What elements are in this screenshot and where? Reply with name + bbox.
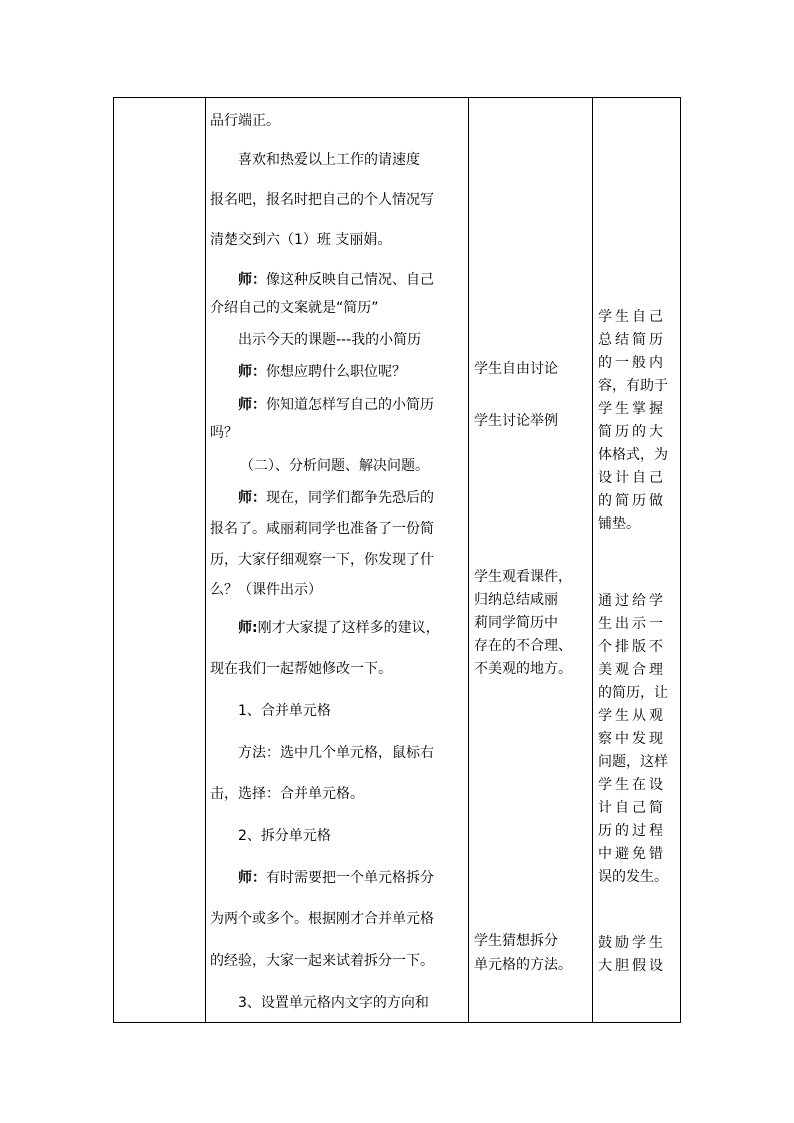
intent-line: 历的过程	[598, 823, 666, 839]
design-intent-column	[598, 97, 678, 1023]
intent-line: 鼓励学生	[598, 935, 666, 951]
teacher-line-text: 像这种反映自己情况、自己	[266, 272, 434, 288]
intent-line: 简历的大	[598, 424, 666, 440]
table-divider-3	[592, 97, 593, 1023]
intent-line: 误的发生。	[598, 869, 668, 885]
intent-line: 的简历，让	[598, 685, 668, 701]
intent-line: 学生从观	[598, 708, 666, 724]
intent-line: 美观合理	[598, 662, 666, 678]
intent-line: 生出示一	[598, 616, 666, 632]
intent-line: 总结简历	[598, 332, 666, 348]
intent-line: 个排版不	[598, 639, 666, 655]
teacher-line: 方法：选中几个单元格，鼠标右	[238, 745, 434, 761]
teacher-line	[238, 270, 492, 290]
student-line: 学生猜想拆分	[474, 933, 558, 949]
intent-line: 学生在设	[598, 777, 666, 793]
student-line: 学生自由讨论	[474, 361, 558, 377]
intent-line: 通过给学	[598, 593, 666, 609]
teacher-line	[238, 868, 492, 888]
intent-line: 问题，这样	[598, 754, 668, 770]
table-right-border	[680, 97, 681, 1023]
teacher-line: 击，选择：合并单元格。	[210, 786, 364, 802]
teacher-line: 喜欢和热爱以上工作的请速度	[238, 152, 420, 168]
teacher-line: 1、合并单元格	[238, 703, 331, 719]
teacher-line: 介绍自己的文案就是“简历”	[210, 300, 379, 316]
teacher-line	[238, 488, 492, 508]
teacher-label: 师:	[238, 620, 258, 636]
intent-line: 的一般内	[598, 355, 666, 371]
student-line: 不美观的地方。	[474, 661, 572, 677]
teacher-line-text: 刚才大家提了这样多的建议，	[257, 620, 440, 636]
teacher-line	[238, 618, 492, 638]
intent-line: 学生掌握	[598, 401, 666, 417]
teacher-label: 师：	[238, 397, 266, 413]
teacher-line: 品行端正。	[210, 113, 280, 129]
student-line: 归纳总结咸丽	[474, 592, 558, 608]
teacher-line: 出示今天的课题---我的小简历	[238, 332, 422, 348]
intent-line: 容，有助于	[598, 378, 668, 394]
intent-line: 察中发现	[598, 731, 666, 747]
student-line: 莉同学简历中	[474, 615, 558, 631]
teacher-line: 的经验，大家一起来试着拆分一下。	[210, 953, 434, 969]
teacher-line: （二）、分析问题、解决问题。	[240, 458, 429, 474]
intent-line: 中避免错	[598, 846, 666, 862]
student-line: 存在的不合理、	[474, 638, 572, 654]
teacher-label: 师：	[238, 272, 266, 288]
intent-line: 计自己简	[598, 800, 666, 816]
teacher-line	[238, 395, 492, 415]
teacher-line: 历，大家仔细观察一下，你发现了什	[210, 552, 434, 568]
teacher-line: 现在我们一起帮她修改一下。	[210, 661, 392, 677]
student-line: 学生讨论举例	[474, 413, 558, 429]
teacher-line-text: 现在，同学们都争先恐后的	[266, 490, 434, 506]
teacher-line-text: 你知道怎样写自己的小简历	[266, 397, 434, 413]
intent-line: 体格式，为	[598, 447, 668, 463]
table-divider-1	[205, 97, 206, 1023]
student-line: 单元格的方法。	[474, 957, 572, 973]
teacher-line: 报名吧，报名时把自己的个人情况写	[210, 192, 434, 208]
teacher-line	[238, 362, 492, 382]
teacher-label: 师：	[238, 364, 266, 380]
teacher-line: 吗？	[210, 425, 238, 441]
intent-line: 铺垫。	[598, 516, 640, 532]
student-activity-column	[474, 97, 590, 1023]
teacher-line: 么？（课件出示）	[210, 582, 322, 598]
teacher-line-text: 你想应聘什么职位呢？	[266, 364, 406, 380]
teacher-line: 清楚交到六（1）班 支丽娟。	[210, 232, 392, 248]
intent-line: 大胆假设	[598, 958, 666, 974]
student-line: 学生观看课件，	[474, 569, 572, 585]
teacher-line: 为两个或多个。根据刚才合并单元格	[210, 911, 434, 927]
intent-line: 设计自己	[598, 470, 666, 486]
teacher-line: 3、设置单元格内文字的方向和	[238, 995, 429, 1011]
intent-line: 学生自己	[598, 309, 666, 325]
teacher-line-text: 有时需要把一个单元格拆分	[266, 870, 434, 886]
teacher-label: 师：	[238, 490, 266, 506]
teacher-activity-column	[210, 97, 464, 1023]
teacher-line: 2、拆分单元格	[238, 828, 331, 844]
teacher-label: 师：	[238, 870, 266, 886]
intent-line: 的简历做	[598, 493, 666, 509]
teacher-line: 报名了。咸丽莉同学也准备了一份简	[210, 521, 434, 537]
table-left-border	[113, 97, 114, 1023]
